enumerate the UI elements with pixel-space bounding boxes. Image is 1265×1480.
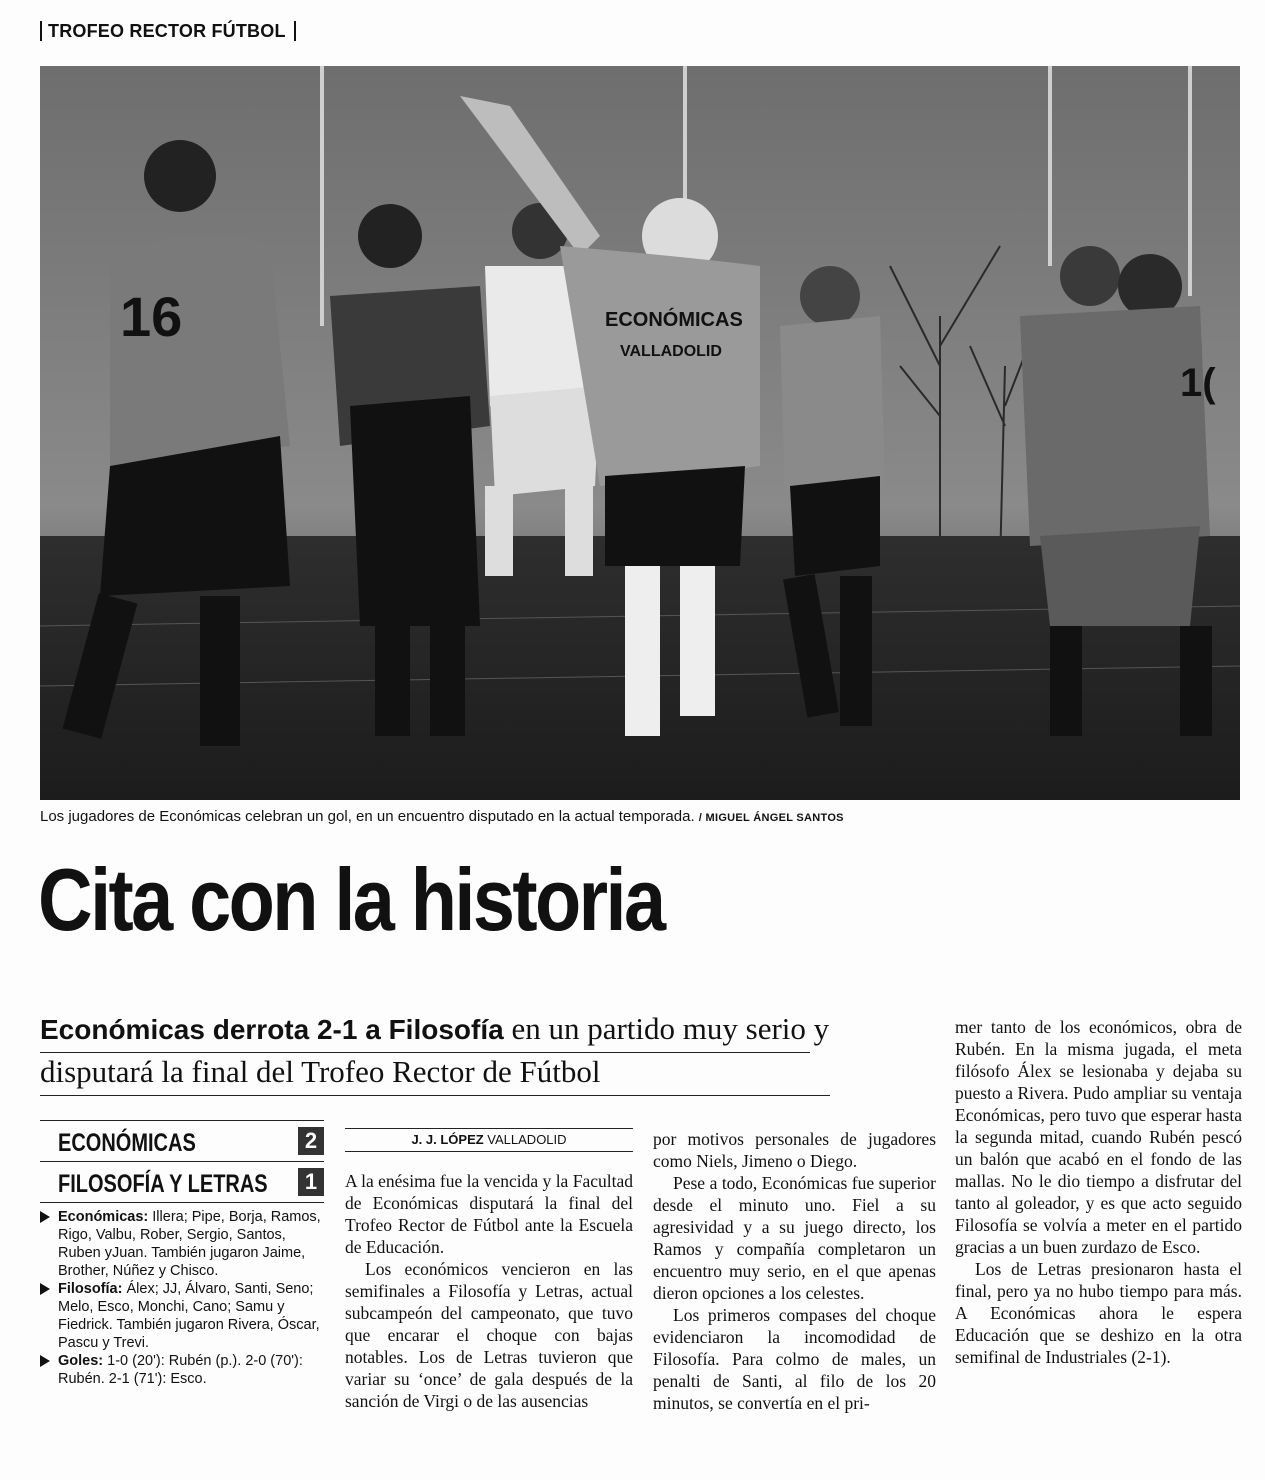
- body-paragraph: A la enésima fue la vencida y la Facultad de Económicas disputará la final del Trofeo Rector de Fútbol ante la Escuela de Educación.: [345, 1171, 633, 1257]
- jersey-text: VALLADOLID: [620, 343, 722, 360]
- jersey-text: ECONÓMICAS: [605, 309, 743, 331]
- arrow-icon: [40, 1211, 50, 1223]
- score-row-home: [40, 1120, 324, 1161]
- body-paragraph: Los de Letras presionaron hasta el final, pero ya no hubo tiempo para más. A Económicas ahora le espera Educación que se deshizo en la otra semifinal de Industriales (2-1).: [955, 1259, 1242, 1367]
- body-paragraph: Los económicos vencieron en las semifinales a Filosofía y Letras, actual subcampeón del campeonato, que tuvo que encarar el choque con bajas notables. Los de Letras tuvieron que variar su ‘once’ de gala después de la sanción de Virgi o de las ausencias: [345, 1259, 633, 1411]
- body-column-1: [345, 1170, 633, 1412]
- body-column-2: [653, 1128, 936, 1414]
- score-row-away: [40, 1161, 324, 1203]
- lineup-text: 1-0 (20'): Rubén (p.). 2-0 (70'): Rubén. 2-1 (71'): Esco.: [58, 1353, 303, 1387]
- subhead-rule: [40, 1095, 830, 1096]
- jersey-number: 16: [120, 285, 183, 348]
- arrow-icon: [40, 1283, 50, 1295]
- away-team: FILOSOFÍA Y LETRAS: [58, 1170, 268, 1198]
- lineup-economicas: [40, 1208, 324, 1280]
- section-divider: [40, 21, 42, 41]
- section-title: TROFEO RECTOR FÚTBOL: [48, 20, 286, 41]
- jersey-number: 1(: [1180, 361, 1216, 405]
- lineups: [40, 1208, 324, 1388]
- lineup-filosofia: [40, 1280, 324, 1352]
- match-photo: [40, 66, 1240, 800]
- body-column-3: [955, 1016, 1242, 1368]
- body-paragraph: mer tanto de los económicos, obra de Rubén. En la misma jugada, el meta filósofo Álex se lesionaba y dejaba su puesto a Rivera. Pudo ampliar su ventaja Económicas, pero tuvo que esperar hasta la segunda mitad, cuando Rubén pescó un balón que acabó en el fondo de las mallas. No le dio tiempo a disfrutar del tanto al goleador, y es que acto seguido Filosofía se volvía a meter en el partido gracias a un buen zurdazo de Esco.: [955, 1017, 1242, 1257]
- home-goals: 2: [298, 1127, 324, 1155]
- body-paragraph: Pese a todo, Económicas fue superior desde el minuto uno. Fiel a su agresividad y a su juego directo, los Ramos y compañía completaron un encuentro muy serio, en el que apenas dieron opciones a los celestes.: [653, 1173, 936, 1303]
- lineup-text: Illera; Pipe, Borja, Ramos, Rigo, Valbu, Rober, Sergio, Santos, Ruben yJuan. También jugaron Jaime, Brother, Núñez y Chisco.: [58, 1209, 321, 1279]
- away-goals: 1: [298, 1168, 324, 1196]
- body-paragraph: Los primeros compases del choque evidenciaron la incomodidad de Filosofía. Para colmo de males, un penalti de Santi, al filo de los 20 minutos, se convertía en el pri-: [653, 1305, 936, 1413]
- lineup-label: Filosofía:: [58, 1281, 123, 1297]
- byline-place: VALLADOLID: [483, 1132, 567, 1147]
- headline: Cita con la historia: [38, 850, 664, 949]
- home-team: ECONÓMICAS: [58, 1129, 196, 1157]
- lineup-label: Económicas:: [58, 1209, 149, 1225]
- section-tag: [40, 20, 296, 42]
- subhead-bold: Económicas derrota 2-1 a Filosofía: [40, 1014, 504, 1045]
- subheadline: [40, 1008, 940, 1093]
- lineup-goles: [40, 1352, 324, 1388]
- lineup-text: Álex; JJ, Álvaro, Santi, Seno; Melo, Esco, Monchi, Cano; Samu y Fiedrick. También jugaron Rivera, Óscar, Pascu y Trevi.: [58, 1281, 320, 1351]
- photo-caption: [40, 808, 844, 825]
- subhead-rest: en un partido muy serio y disputará la final del Trofeo Rector de Fútbol: [40, 1011, 830, 1089]
- scoreboard: [40, 1120, 324, 1203]
- caption-text: Los jugadores de Económicas celebran un gol, en un encuentro disputado en la actual temporada.: [40, 808, 695, 825]
- arrow-icon: [40, 1355, 50, 1367]
- lineup-label: Goles:: [58, 1353, 104, 1369]
- byline-author: J. J. LÓPEZ: [411, 1132, 484, 1147]
- byline: [345, 1128, 633, 1152]
- photo-illustration: [40, 66, 1240, 800]
- body-paragraph: por motivos personales de jugadores como Niels, Jimeno o Diego.: [653, 1129, 936, 1171]
- photo-credit: / MIGUEL ÁNGEL SANTOS: [698, 812, 844, 824]
- section-divider: [294, 21, 296, 41]
